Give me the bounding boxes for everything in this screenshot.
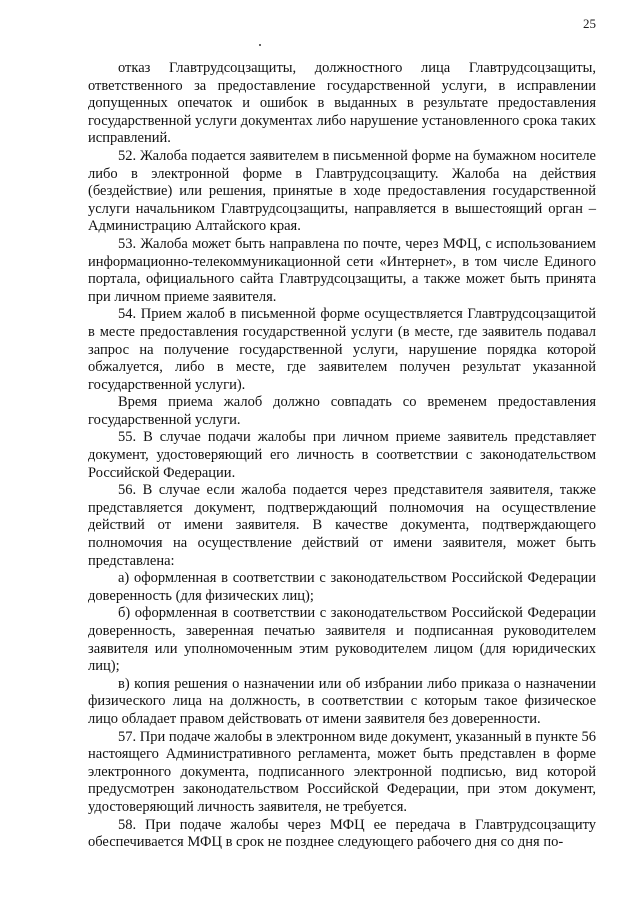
subitem-b: б) оформленная в соответствии с законодательством Российской Федерации доверенность, заверенная печатью заявителя и подписанная руководителем заявителя или уполномоченным этим руководителем лицом (для юридических лиц); [88,605,596,675]
paragraph-54: 54. Прием жалоб в письменной форме осуществляется Главтрудсоцзащитой в месте предоставления государственной услуги (в месте, где заявитель подавал запрос на получение государственной услуги, нарушение порядка которой обжалуется, либо в месте, где заявителем получен результат указанной государственной услуги). [88,306,596,393]
document-body [88,60,596,852]
paragraph-52: 52. Жалоба подается заявителем в письменной форме на бумажном носителе либо в электронной форме в Главтрудсоцзащиту. Жалоба на действия (бездействие) или решения, принятые в ходе предоставления государственной услуги начальником Главтрудсоцзащиты, направляется в вышестоящий орган – Администрацию Алтайского края. [88,147,596,235]
subitem-a: а) оформленная в соответствии с законодательством Российской Федерации доверенность (для физических лиц); [88,570,596,604]
paragraph-55: 55. В случае подачи жалобы при личном приеме заявитель представляет документ, удостоверяющий его личность в соответствии с законодательством Российской Федерации. [88,429,596,481]
paragraph-58: 58. При подаче жалобы через МФЦ ее передача в Главтрудсоцзащиту обеспечивается МФЦ в срок не позднее следующего рабочего дня со дня по- [88,816,596,851]
paragraph-57: 57. При подаче жалобы в электронном виде документ, указанный в пункте 56 настоящего Административного регламента, может быть представлен в форме электронного документа, подписанного электронной подписью, вид которой предусмотрен законодательством Российской Федерации, при этом документ, удостоверяющий личность заявителя, не требуется. [88,728,596,815]
paragraph-reception-time: Время приема жалоб должно совпадать со временем предоставления государственной услуги. [88,394,596,428]
page-number: 25 [583,16,596,31]
scan-dot-mark [259,44,261,46]
subitem-c: в) копия решения о назначении или об избрании либо приказа о назначении физического лица на должность, в соответствии с которым такое физическое лицо обладает правом действовать от имени заявителя без доверенности. [88,675,596,727]
paragraph-53: 53. Жалоба может быть направлена по почте, через МФЦ, с использованием информационно-телекоммуникационной сети «Интернет», в том числе Единого портала, официального сайта Главтрудсоцзащиты, а также может быть принята при личном приеме заявителя. [88,235,596,305]
paragraph-continuation: отказ Главтрудсоцзащиты, должностного лица Главтрудсоцзащиты, ответственного за предоставление государственной услуги, в исправлении допущенных опечаток и ошибок в выданных в результате предоставления государственной услуги документах либо нарушение установленного срока таких исправлений. [88,60,596,147]
paragraph-56: 56. В случае если жалоба подается через представителя заявителя, также представляется документ, подтверждающий полномочия на осуществление действий от имени заявителя. В качестве документа, подтверждающего полномочия на осуществление действий от имени заявителя, может быть представлена: [88,482,596,569]
